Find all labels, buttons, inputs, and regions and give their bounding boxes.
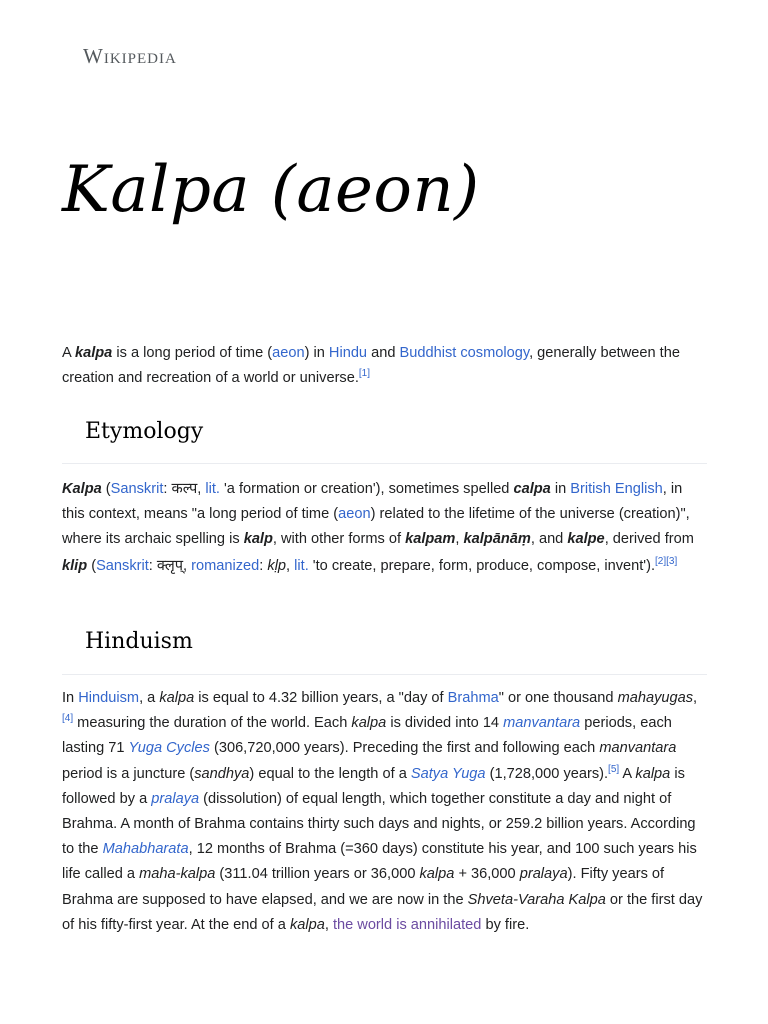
term-kalpa: kalpa	[74, 345, 113, 361]
section-divider	[62, 463, 707, 464]
link-literally[interactable]: lit.	[205, 481, 220, 497]
term-calpa: calpa	[513, 481, 551, 497]
link-buddhist-cosmology[interactable]: Buddhist cosmology	[399, 345, 530, 361]
devanagari-kalpa: कल्प	[171, 480, 198, 497]
term-maha-kalpa: maha-kalpa	[139, 866, 216, 883]
link-satya-yuga[interactable]: Satya Yuga	[410, 765, 486, 782]
text: ) related to the lifetime of the universe (creation)", where its archaic spelling is	[62, 506, 690, 548]
text: , generally between the creation and recreation of a world or universe.	[62, 345, 680, 387]
link-hinduism[interactable]: Hinduism	[78, 690, 140, 706]
text: " or one thousand	[498, 690, 618, 706]
link-manvantara[interactable]: manvantara	[503, 715, 581, 732]
reference-5[interactable]: [5]	[608, 763, 620, 775]
term-kalpa: kalpa	[159, 690, 195, 706]
text: (1,728,000 years).	[485, 765, 609, 782]
term-kalpa: kalpa	[419, 866, 455, 883]
text: , and	[530, 531, 568, 548]
term-klp: kḷp	[267, 557, 287, 574]
link-brahma[interactable]: Brahma	[447, 690, 499, 706]
link-aeon[interactable]: aeon	[338, 506, 371, 523]
etymology-paragraph	[62, 476, 707, 579]
text: (	[101, 481, 111, 497]
term-manvantara: manvantara	[599, 740, 677, 757]
heading-hinduism: Hinduism	[85, 629, 193, 654]
text: is a long period of time (	[112, 345, 273, 361]
term-kalpe: kalpe	[567, 531, 605, 548]
term-shveta-varaha-kalpa: Shveta-Varaha Kalpa	[467, 891, 606, 908]
devanagari-klip: क्लृप्	[156, 556, 184, 574]
link-sanskrit[interactable]: Sanskrit	[96, 557, 149, 574]
term-kalpanam: kalpānāṃ	[463, 531, 531, 548]
link-pralaya[interactable]: pralaya	[151, 790, 200, 807]
link-sanskrit[interactable]: Sanskrit	[110, 481, 164, 497]
text: ,	[693, 690, 698, 706]
term-kalpa: Kalpa	[62, 481, 102, 497]
text: ,	[286, 557, 295, 574]
link-yuga-cycles[interactable]: Yuga Cycles	[128, 740, 210, 757]
link-aeon[interactable]: aeon	[272, 345, 305, 361]
text: 'a formation or creation'), sometimes spelled	[219, 481, 514, 497]
link-world-annihilated[interactable]: the world is annihilated	[332, 916, 482, 933]
section-divider	[62, 674, 707, 675]
text: A	[62, 345, 75, 361]
link-mahabharata[interactable]: Mahabharata	[102, 841, 189, 858]
intro-paragraph	[62, 341, 707, 391]
text: , derived from	[604, 531, 694, 548]
text: , a	[139, 690, 160, 706]
text: + 36,000	[454, 866, 520, 883]
text: (306,720,000 years). Preceding the first and following each	[209, 740, 600, 757]
text: 'to create, prepare, form, produce, compose, invent').	[308, 557, 656, 574]
text: , 12 months of Brahma (=360 days) constitute his year, and 100 such years his life called a	[62, 841, 697, 883]
term-pralaya: pralaya	[519, 866, 568, 883]
text: period is a juncture (	[62, 765, 195, 782]
text: :	[259, 557, 268, 574]
text: or the first day of his fifty-first year. At the end of a	[62, 891, 703, 933]
link-romanized[interactable]: romanized	[191, 557, 260, 574]
text: ,	[197, 481, 206, 497]
text: by fire.	[481, 916, 530, 933]
page-title: Kalpa (aeon)	[62, 153, 480, 227]
text: is equal to 4.32 billion years, a "day of	[194, 690, 448, 706]
text: (311.04 trillion years or 36,000	[215, 866, 420, 883]
link-british-english[interactable]: British English	[570, 481, 663, 497]
wikipedia-wordmark[interactable]: Wikipedia	[83, 44, 177, 68]
text: ,	[183, 557, 192, 574]
term-sandhya: sandhya	[194, 765, 250, 782]
text: periods, each lasting 71	[62, 715, 672, 757]
text: , with other forms of	[272, 531, 406, 548]
text: , in this context, means "a long period of time (	[62, 481, 683, 523]
text: ). Fifty years of Brahma are supposed to have elapsed, and we are now in the	[62, 866, 665, 908]
text: A	[619, 765, 636, 782]
text: (	[87, 557, 97, 574]
term-kalpam: kalpam	[405, 531, 456, 548]
text: ) equal to the length of a	[249, 765, 411, 782]
text: measuring the duration of the world. Each	[73, 715, 352, 732]
link-literally[interactable]: lit.	[294, 557, 309, 574]
text: ) in	[304, 345, 329, 361]
text: ,	[455, 531, 464, 548]
text: :	[163, 481, 172, 497]
reference-2[interactable]: [2]	[655, 555, 667, 567]
text: is divided into 14	[386, 715, 504, 732]
term-kalp: kalp	[243, 531, 273, 548]
heading-etymology: Etymology	[85, 419, 204, 444]
text: :	[148, 557, 157, 574]
reference-4[interactable]: [4]	[62, 713, 74, 725]
text: ,	[324, 916, 333, 933]
term-kalpa: kalpa	[289, 916, 325, 933]
term-mahayugas: mahayugas	[617, 690, 694, 706]
text: in	[550, 481, 571, 497]
text: In	[62, 690, 79, 706]
link-hindu[interactable]: Hindu	[328, 345, 368, 361]
text: and	[367, 345, 400, 361]
text: (dissolution) of equal length, which together constitute a day and night of Brahma. A month of Brahma contains thirty such days and nights, or 259.2 billion years. According to the	[62, 790, 696, 858]
reference-3[interactable]: [3]	[666, 555, 678, 567]
hinduism-paragraph	[62, 686, 707, 938]
term-klip: klip	[62, 557, 88, 574]
term-kalpa: kalpa	[635, 765, 671, 782]
text: is followed by a	[62, 765, 685, 807]
reference-1[interactable]: [1]	[358, 368, 371, 380]
term-kalpa: kalpa	[351, 715, 387, 732]
